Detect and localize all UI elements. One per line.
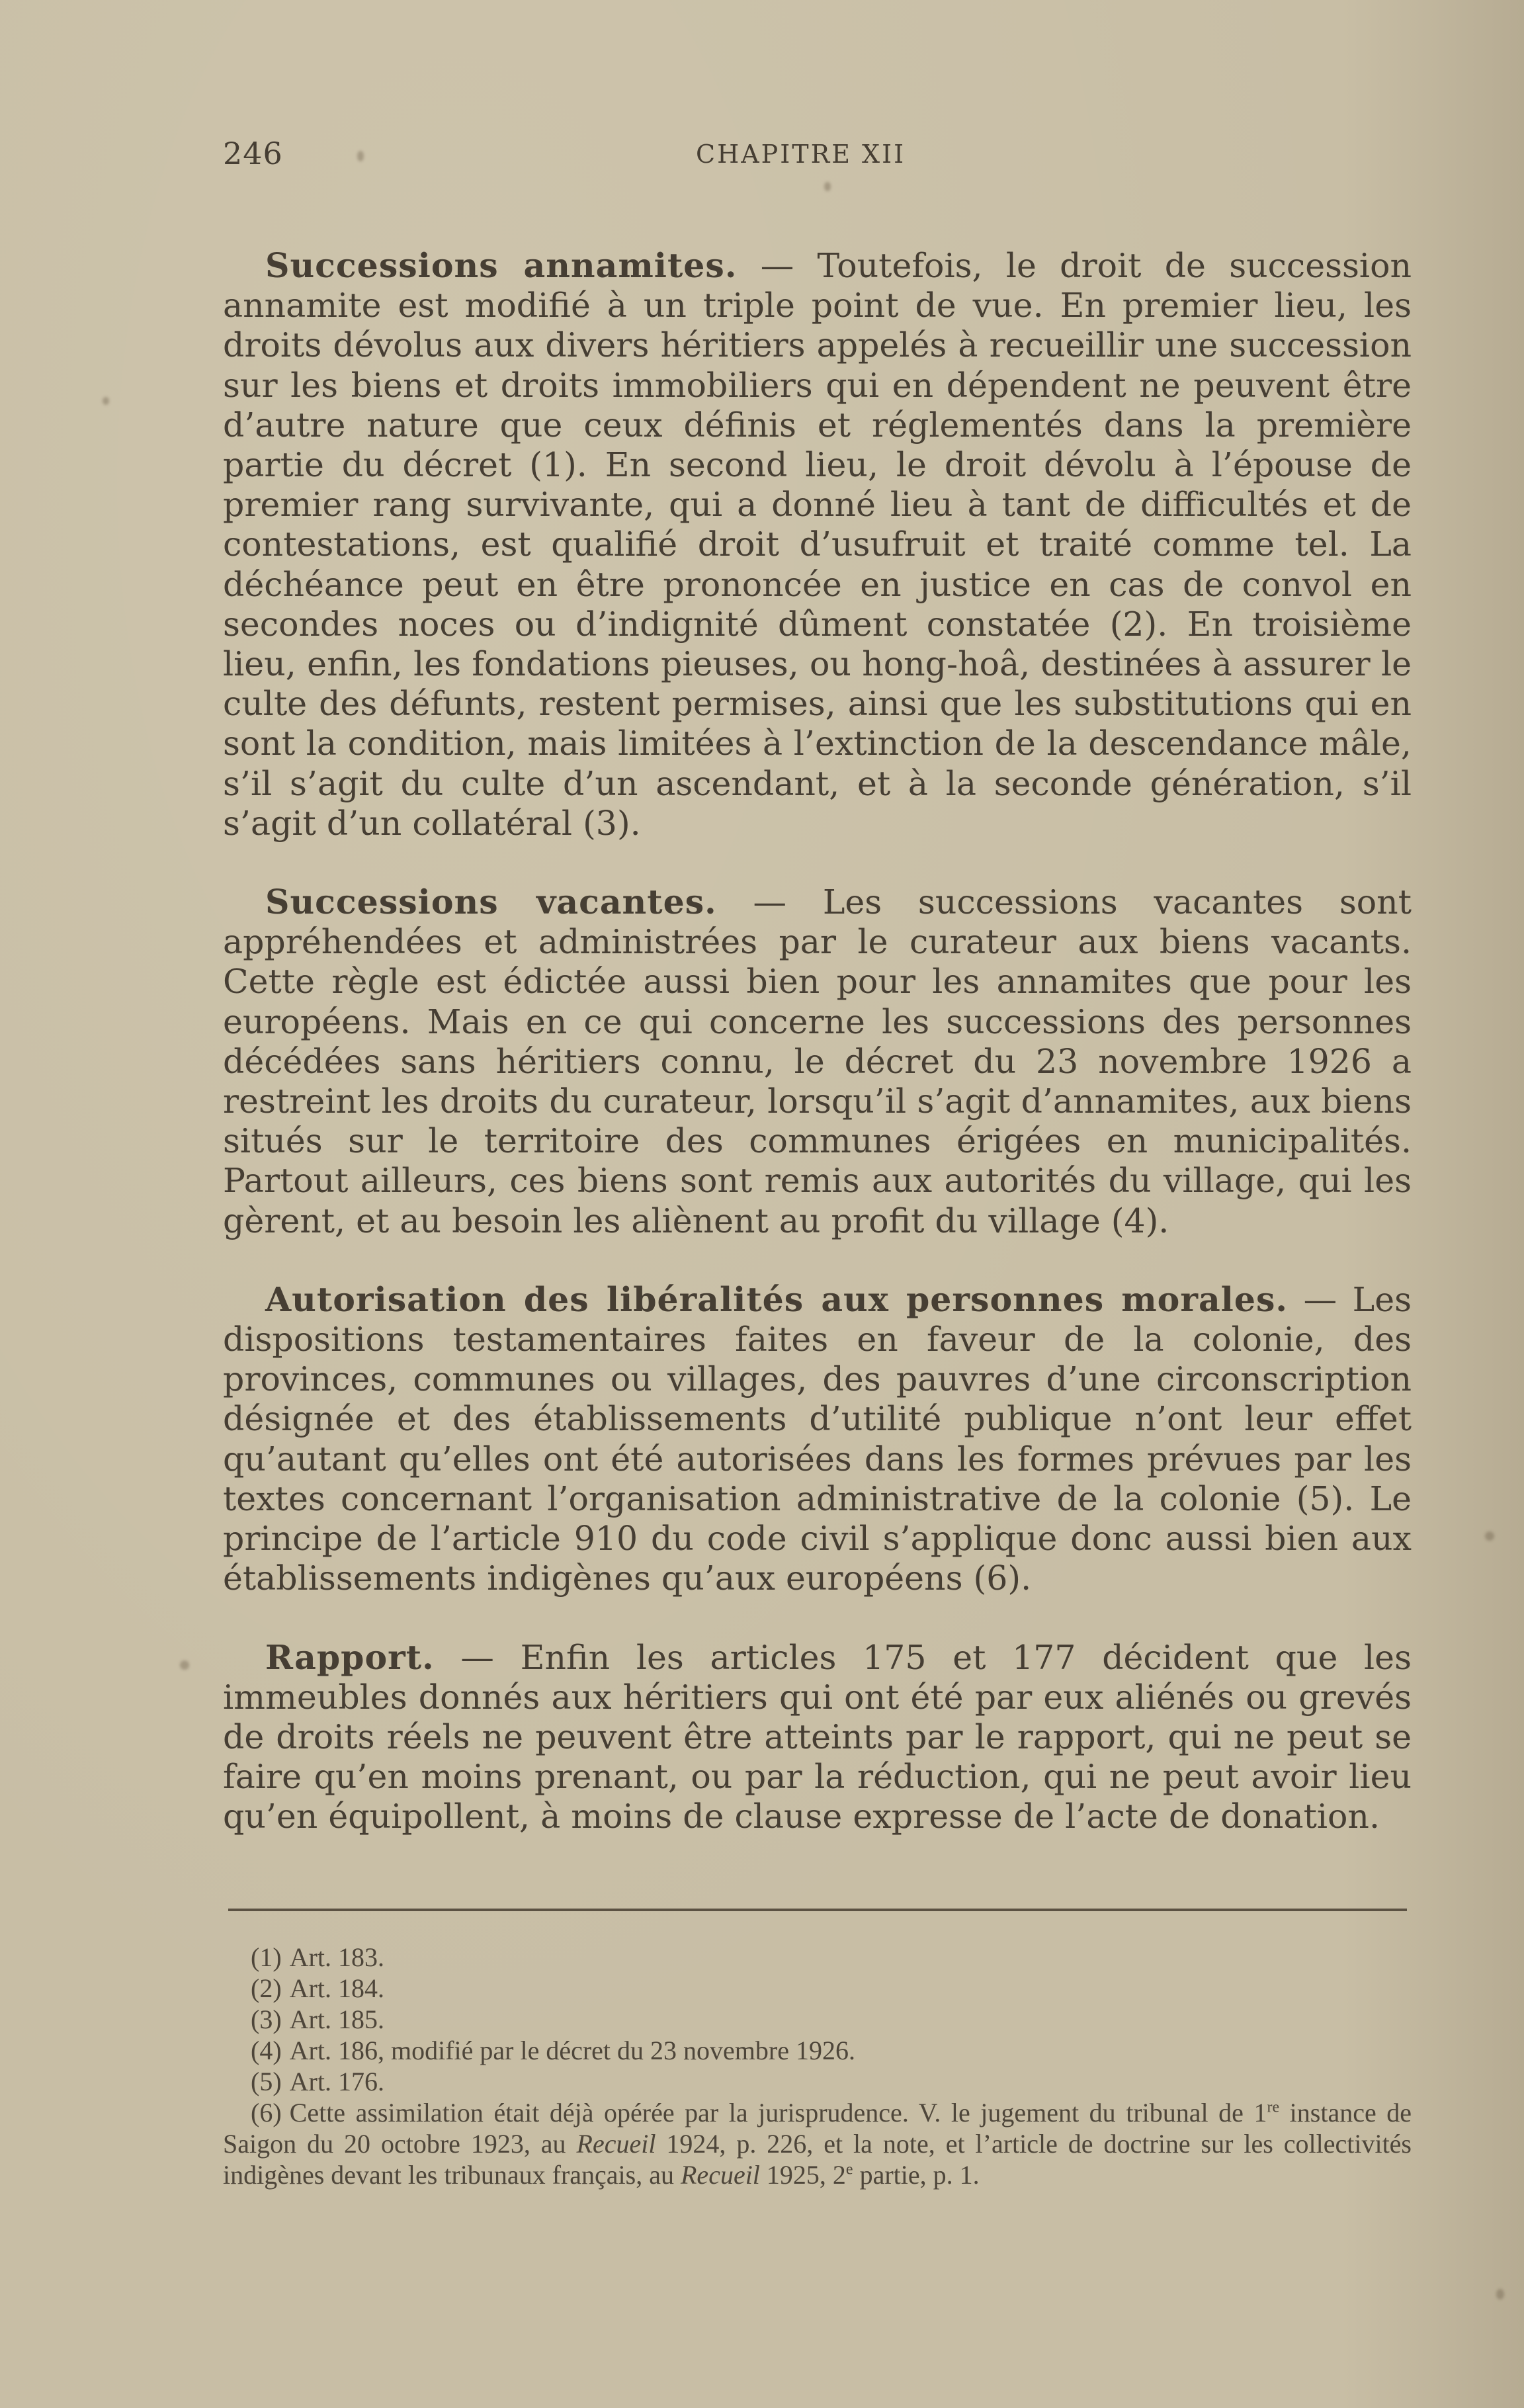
running-head: CHAPITRE XII (696, 140, 906, 169)
footnote-text: Art. 186, modifié par le décret du 23 novembre 1926. (289, 2036, 855, 2065)
em-dash: — (434, 1637, 521, 1677)
page-header (223, 136, 1412, 175)
footnote-marker: (3) (251, 2004, 282, 2034)
footnote-2 (223, 1973, 1412, 2004)
footnote-text: 1925, 2 (759, 2160, 846, 2190)
footnote-text: instance de Saigon du 20 octobre 1923, au (223, 2098, 1412, 2159)
paragraph-autorisation-liberalites (223, 1280, 1412, 1599)
em-dash: — (716, 882, 823, 922)
footnote-text: Art. 183. (289, 1942, 384, 1972)
paper-spot (1496, 2289, 1504, 2300)
footnote-marker: (6) (251, 2098, 282, 2128)
footnote-6 (223, 2097, 1412, 2190)
paper-spot (103, 397, 109, 405)
section-heading: Rapport. (265, 1637, 435, 1677)
footnote-marker: (4) (251, 2036, 282, 2065)
paragraph-text: Les successions vacantes sont appréhendées et administrées par le curateur aux biens vacants. Cette règle est édictée aussi bien pour les annamites que pour les européens. Mais en ce qui concerne les successions des personnes décédées sans héritiers connu, le décret du 23 novembre 1926 a restreint les droits du curateur, lorsqu’il s’agit d’annamites, aux biens situés sur le territoire des communes érigées en municipalités. Partout ailleurs, ces biens sont remis aux autorités du village, qui les gèrent, et au besoin les aliènent au profit du village (4). (223, 882, 1412, 1240)
section-heading: Successions annamites. (265, 246, 738, 285)
em-dash: — (737, 246, 818, 285)
footnote-marker: (5) (251, 2067, 282, 2096)
paragraph-text: Enfin les articles 175 et 177 décident que les immeubles donnés aux héritiers qui ont été par eux aliénés ou grevés de droits réels ne peuvent être atteints par le rapport, qui ne peut se faire qu’en moins prenant, ou par la réduction, qui ne peut avoir lieu qu’en équipollent, à moins de clause expresse de l’acte de donation. (223, 1637, 1412, 1836)
footnotes (223, 1942, 1412, 2190)
paragraph-successions-annamites (223, 246, 1412, 843)
footnote-text: Art. 185. (289, 2004, 384, 2034)
paper-spot (180, 1660, 189, 1670)
paragraph-successions-vacantes (223, 882, 1412, 1241)
paper-spot (1485, 1531, 1494, 1541)
paragraph-text: Toutefois, le droit de succession annamite est modifié à un triple point de vue. En premier lieu, les droits dévolus aux divers héritiers appelés à recueillir une succession sur les biens et droits immobiliers qui en dépendent ne peuvent être d’autre nature que ceux définis et réglementés dans la première partie du décret (1). En second lieu, le droit dévolu à l’épouse de premier rang survivante, qui a donné lieu à tant de difficultés et de contestations, est qualifié droit d’usufruit et traité comme tel. La déchéance peut en être prononcée en justice en cas de convol en secondes noces ou d’indignité dûment constatée (2). En troisième lieu, enfin, les fondations pieuses, ou hong-hoâ, destinées à assurer le culte des défunts, restent permises, ainsi que les substitutions qui en sont la condition, mais limitées à l’extinction de la descendance mâle, s’il s’agit du culte d’un ascendant, et à la seconde génération, s’il s’agit d’un collatéral (3). (223, 246, 1412, 843)
footnote-1 (223, 1942, 1412, 1973)
section-heading: Autorisation des libéralités aux personnes morales. (265, 1279, 1288, 1319)
paragraph-rapport (223, 1638, 1412, 1837)
publication-title: Recueil (576, 2129, 656, 2159)
body-text (223, 246, 1412, 1876)
footnote-text: Art. 184. (289, 1973, 384, 2003)
em-dash: — (1288, 1279, 1353, 1319)
superscript: re (1267, 2098, 1280, 2116)
paper-spot (824, 182, 831, 191)
footnote-text: 1924, p. 226, et la note, et l’article de doctrine sur les collectivités indigènes devant les tribunaux français, au (223, 2129, 1412, 2190)
page-number: 246 (223, 136, 283, 171)
footnote-marker: (1) (251, 1942, 282, 1972)
footnote-text: Cette assimilation était déjà opérée par la jurisprudence. V. le jugement du tribunal de 1 (289, 2098, 1267, 2128)
footnote-marker: (2) (251, 1973, 282, 2003)
superscript: e (845, 2161, 853, 2178)
footnote-text: partie, p. 1. (853, 2160, 980, 2190)
section-heading: Successions vacantes. (265, 882, 717, 922)
paragraph-text: Les dispositions testamentaires faites en faveur de la colonie, des provinces, communes ou villages, des pauvres d’une circonscription désignée et des établissements d’utilité publique n’ont leur effet qu’autant qu’elles ont été autorisées dans les formes prévues par les textes concernant l’organisation administrative de la colonie (5). Le principe de l’article 910 du code civil s’applique donc aussi bien aux établissements indigènes qu’aux européens (6). (223, 1279, 1412, 1598)
footnote-3 (223, 2004, 1412, 2035)
footnote-4 (223, 2035, 1412, 2066)
footnote-text: Art. 176. (289, 2067, 384, 2096)
footnote-separator-rule (228, 1909, 1407, 1911)
publication-title: Recueil (681, 2160, 760, 2190)
footnote-5 (223, 2066, 1412, 2097)
